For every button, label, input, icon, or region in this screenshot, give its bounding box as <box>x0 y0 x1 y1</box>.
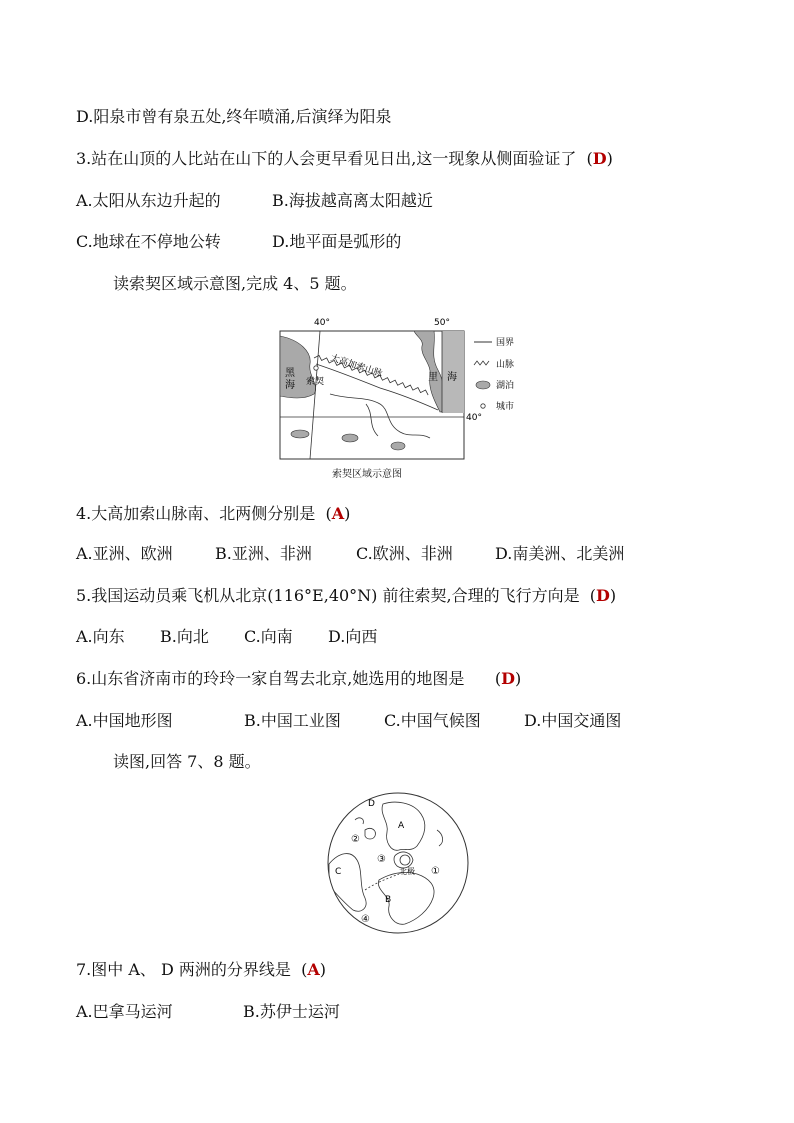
map1-caption: 索契区域示意图 <box>332 469 402 480</box>
q4-option-d: D.南美洲、北美洲 <box>495 544 625 563</box>
legend-mountain-label: 山脉 <box>496 360 515 370</box>
map1-black-sea-1: 黑 <box>285 368 295 379</box>
map2-label-2: ② <box>351 834 360 845</box>
intro-q4-5: 读索契区域示意图,完成 4、5 题。 <box>113 274 357 293</box>
q6-answer: D <box>501 669 515 688</box>
q2-option-d: D.阳泉市曾有泉五处,终年喷涌,后演绎为阳泉 <box>76 107 392 126</box>
q4-stem-text: 4.大高加索山脉南、北两侧分别是 <box>76 504 316 523</box>
q3-option-c: C.地球在不停地公转 <box>76 232 221 251</box>
sochi-region-map <box>270 314 530 464</box>
q7-answer: A <box>307 960 320 979</box>
q4-options <box>76 543 624 565</box>
map2-label-b: B <box>385 895 392 905</box>
q7-stem-text: 7.图中 A、 D 两洲的分界线是 <box>76 960 291 979</box>
map1-black-sea-2: 海 <box>285 380 295 391</box>
q3-stem: 3.站在山顶的人比站在山下的人会更早看见日出,这一现象从侧面验证了 (D) <box>76 149 613 168</box>
legend-city-label: 城市 <box>496 402 515 412</box>
q6-option-a: A.中国地形图 <box>76 711 173 730</box>
legend-lake-label: 湖泊 <box>496 381 515 391</box>
map2-label-north-pole: 北极 <box>399 867 415 876</box>
q5-options <box>76 626 377 648</box>
q7-options <box>76 1001 340 1023</box>
intro-q7-8: 读图,回答 7、8 题。 <box>113 752 261 771</box>
q6-stem: 6.山东省济南市的玲玲一家自驾去北京,她选用的地图是 (D) <box>76 669 522 688</box>
q4-option-a: A.亚洲、欧洲 <box>76 544 173 563</box>
q7-option-b: B.苏伊士运河 <box>243 1002 340 1021</box>
q3-answer: D <box>592 149 607 168</box>
map1-city-label: 索契 <box>306 377 325 387</box>
q3-option-a: A.太阳从东边升起的 <box>76 191 221 210</box>
q6-stem-text: 6.山东省济南市的玲玲一家自驾去北京,她选用的地图是 <box>76 669 465 688</box>
q5-option-d: D.向西 <box>328 627 378 646</box>
map2-label-a: A <box>398 821 405 831</box>
q7-stem: 7.图中 A、 D 两洲的分界线是 (A) <box>76 960 327 979</box>
map1-lon40-label: 40° <box>314 318 330 328</box>
map2-label-1: ① <box>431 866 440 877</box>
q7-option-a: A.巴拿马运河 <box>76 1002 173 1021</box>
map2-label-3: ③ <box>377 854 386 865</box>
q5-option-c: C.向南 <box>244 627 293 646</box>
q4-option-b: B.亚洲、非洲 <box>215 544 312 563</box>
map1-caspian-1: 里 <box>428 372 438 383</box>
map1-lat40-label: 40° <box>466 413 482 423</box>
polar-view-map <box>325 790 471 936</box>
q5-option-b: B.向北 <box>160 627 209 646</box>
map1-lon50-label: 50° <box>434 318 450 328</box>
q6-option-d: D.中国交通图 <box>524 711 622 730</box>
map2-label-4: ④ <box>361 914 370 925</box>
q5-stem-text: 5.我国运动员乘飞机从北京(116°E,40°N) 前往索契,合理的飞行方向是 <box>76 586 580 605</box>
q5-answer: D <box>596 586 610 605</box>
q5-option-a: A.向东 <box>76 627 125 646</box>
q3-option-b: B.海拔越高离太阳越近 <box>272 191 433 210</box>
map1-range-label: 大高加索山脉 <box>329 353 384 380</box>
q4-option-c: C.欧洲、非洲 <box>356 544 453 563</box>
q3-option-d: D.地平面是弧形的 <box>272 232 402 251</box>
q3-options-row1 <box>76 190 433 212</box>
legend-border-label: 国界 <box>496 338 515 348</box>
q6-option-c: C.中国气候图 <box>384 711 481 730</box>
q5-stem: 5.我国运动员乘飞机从北京(116°E,40°N) 前往索契,合理的飞行方向是 (D) <box>76 586 617 605</box>
map1-caspian-2: 海 <box>447 372 457 383</box>
q4-answer: A <box>331 504 345 523</box>
q6-options <box>76 710 621 732</box>
q3-stem-text: 3.站在山顶的人比站在山下的人会更早看见日出,这一现象从侧面验证了 <box>76 149 577 168</box>
map1-legend <box>474 337 514 412</box>
q4-stem: 4.大高加索山脉南、北两侧分别是 (A) <box>76 504 351 523</box>
map2-label-d: D <box>368 799 375 809</box>
q3-options-row2 <box>76 231 401 253</box>
q6-option-b: B.中国工业图 <box>244 711 341 730</box>
map2-label-c: C <box>335 867 342 877</box>
